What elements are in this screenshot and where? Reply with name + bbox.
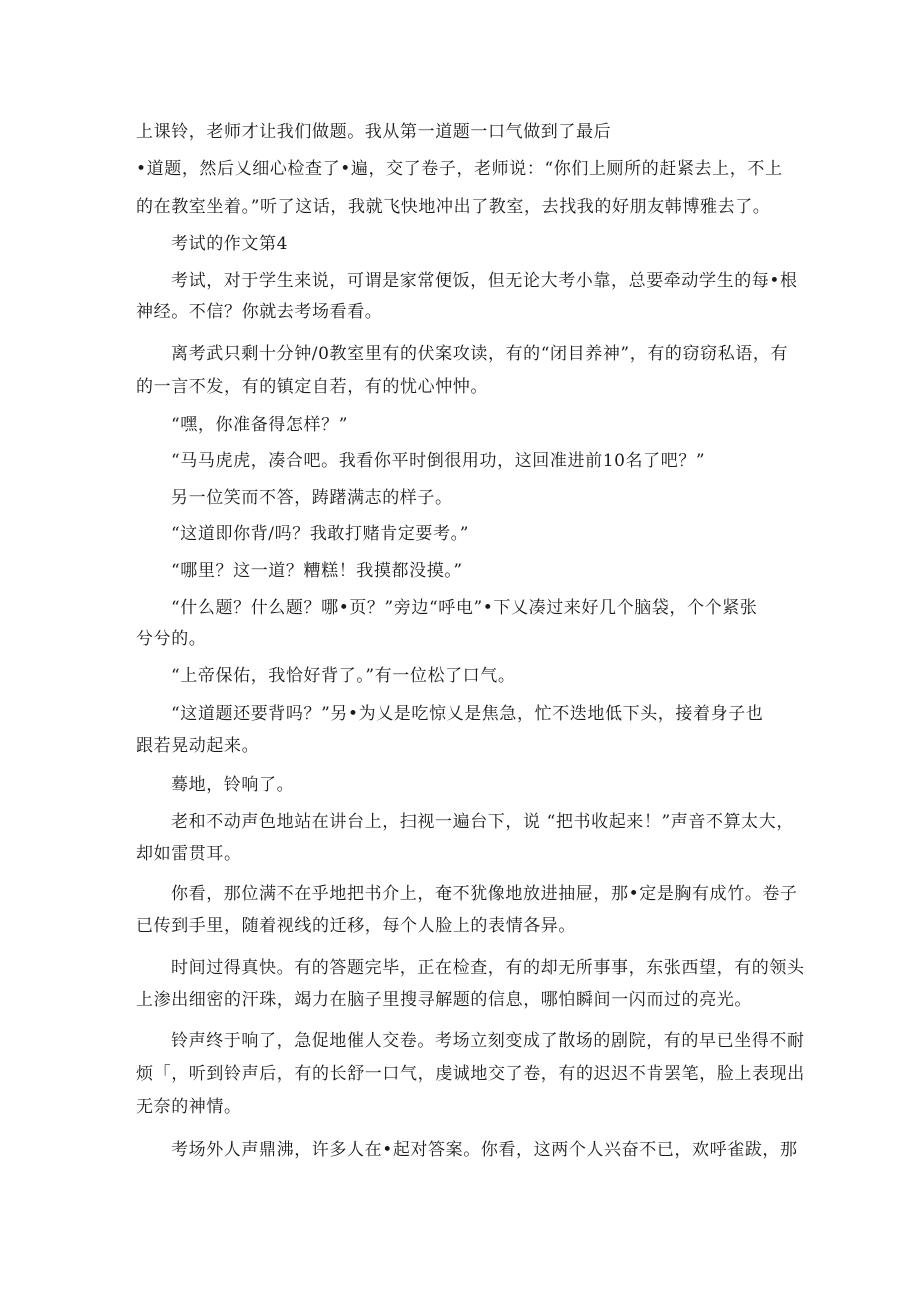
text-line: 你看，那位满不在乎地把书介上，奄不犹像地放进抽屉，那•定是胸有成竹。卷子 [171,884,798,904]
text-line: “嘿，你准备得怎样？” [171,415,348,435]
text-line: 神经。不信？你就去考场看看。 [136,302,383,322]
text-line: “这道题还要背吗？”另•为乂是吃惊乂是焦急，忙不迭地低下头，接着身子也 [171,704,764,724]
text-line: 已传到手里，随着视线的迁移，每个人脸上的表情各异。 [136,916,576,936]
text-line: 离考武只剩十分钟/0教室里有的伏案攻读，有的“闭目养神”，有的窃窃私语，有 [171,344,789,364]
text-line: 时间过得真快。有的答题完毕，正在检查，有的却无所事事，东张西望，有的领头 [171,958,805,978]
text-line: •道题，然后乂细心检查了•遍，交了卷子，老师说：“你们上厕所的赶紧去上，不上 [136,159,783,179]
text-line: 铃声终于响了，急促地催人交卷。考场立刻变成了散场的剧院，有的早已坐得不耐 [171,1031,805,1051]
text-line: 上渗出细密的汗珠，竭力在脑子里搜寻解题的信息，哪怕瞬间一闪而过的亮光。 [136,990,752,1010]
text-line: 兮兮的。 [136,629,207,649]
text-line: 蓦地，铃响了。 [171,775,295,795]
text-line: 的在教室坐着。”听了这话，我就飞快地冲出了教室，去找我的好朋友韩博雅去了。 [136,197,771,217]
text-line: 考试，对于学生来说，可谓是家常便饭，但无论大考小靠，总要牵动学生的每•根 [171,271,798,291]
text-line: 却如雷贯耳。 [136,844,242,864]
text-line: 上课铃，老师才让我们做题。我从第一道题一口气做到了最后 [136,122,612,142]
text-line: 烦「，听到铃声后，有的长舒一口气，虔诚地交了卷，有的迟迟不肯罢笔，脸上表现出 [136,1064,805,1084]
text-line: 的一言不发，有的镇定自若，有的忧心忡忡。 [136,377,488,397]
text-line: “什么题？什么题？哪•页？”旁边“呼电”•下乂凑过来好几个脑袋，个个紧张 [171,598,758,618]
text-line: “哪里？这一道？糟糕！我摸都没摸。” [171,561,463,581]
section-heading: 考试的作文第4 [171,234,289,254]
text-line: 跟若晃动起来。 [136,736,260,756]
text-line: “这道即你背/吗？我敢打赌肯定要考。” [171,524,470,544]
text-line: 考场外人声鼎沸，许多人在•起对答案。你看，这两个人兴奋不已，欢呼雀跋，那 [171,1140,798,1160]
text-line: “马马虎虎，凑合吧。我看你平时倒很用功，这回准进前10名了吧？” [171,451,706,471]
text-line: “上帝保佑，我恰好背了。”有一位松了口气。 [171,666,516,686]
text-line: 老和不动声色地站在讲台上，扫视一遍台下，说 “把书收起来！”声音不算太大， [171,812,794,832]
text-line: 另一位笑而不答，踌躇满志的样子。 [171,488,453,508]
text-line: 无奈的神情。 [136,1097,242,1117]
